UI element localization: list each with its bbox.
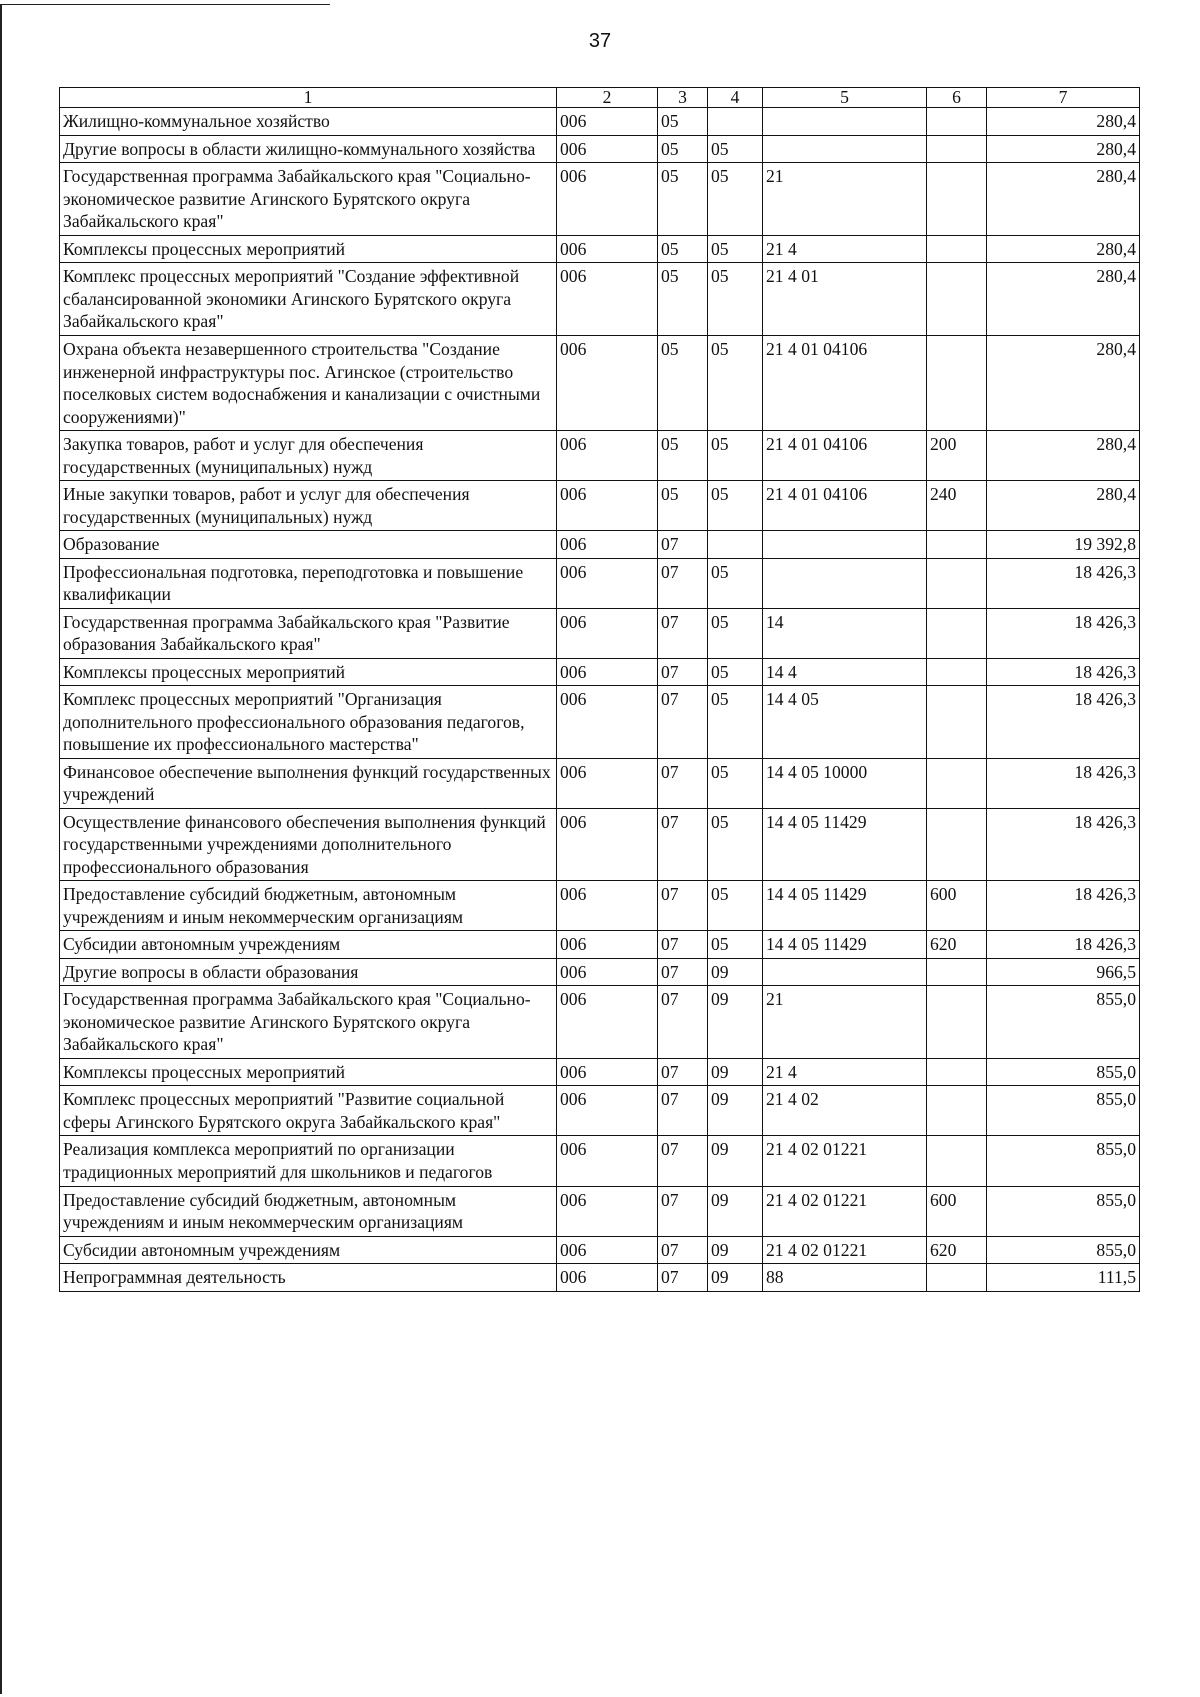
table-row	[60, 558, 1140, 608]
amount-cell: 280,4	[987, 108, 1140, 136]
target-article-cell	[763, 135, 927, 163]
ministry-code-cell: 006	[557, 1264, 658, 1292]
target-article-cell: 21 4 02	[763, 1086, 927, 1136]
ministry-code-cell: 006	[557, 481, 658, 531]
row-name-cell: Иные закупки товаров, работ и услуг для обеспечения государственных (муниципальных) нужд	[60, 481, 557, 531]
column-header: 6	[927, 88, 987, 108]
section-code-cell: 07	[658, 1058, 708, 1086]
expense-type-cell	[927, 658, 987, 686]
section-code-cell: 07	[658, 558, 708, 608]
subsection-code-cell: 05	[708, 235, 763, 263]
ministry-code-cell: 006	[557, 931, 658, 959]
section-code-cell: 07	[658, 808, 708, 881]
expense-type-cell	[927, 135, 987, 163]
target-article-cell: 14 4 05 11429	[763, 808, 927, 881]
row-name-cell: Охрана объекта незавершенного строительства "Создание инженерной инфраструктуры пос. Агинское (строительство поселковых систем водоснабжения и канализации с очистными сооружениями)"	[60, 335, 557, 430]
table-row	[60, 335, 1140, 430]
section-code-cell: 05	[658, 163, 708, 236]
expense-type-cell	[927, 686, 987, 759]
ministry-code-cell: 006	[557, 608, 658, 658]
subsection-code-cell: 05	[708, 931, 763, 959]
subsection-code-cell: 09	[708, 1236, 763, 1264]
section-code-cell: 05	[658, 135, 708, 163]
section-code-cell: 05	[658, 431, 708, 481]
row-name-cell: Финансовое обеспечение выполнения функций государственных учреждений	[60, 758, 557, 808]
amount-cell: 19 392,8	[987, 531, 1140, 559]
table-row	[60, 431, 1140, 481]
expense-type-cell	[927, 531, 987, 559]
amount-cell: 280,4	[987, 135, 1140, 163]
target-article-cell: 21 4 01 04106	[763, 335, 927, 430]
budget-table	[59, 87, 1140, 1292]
amount-cell: 855,0	[987, 986, 1140, 1059]
table-header-row	[60, 88, 1140, 108]
subsection-code-cell	[708, 531, 763, 559]
row-name-cell: Субсидии автономным учреждениям	[60, 1236, 557, 1264]
target-article-cell	[763, 531, 927, 559]
target-article-cell: 88	[763, 1264, 927, 1292]
target-article-cell: 14 4	[763, 658, 927, 686]
amount-cell: 855,0	[987, 1058, 1140, 1086]
subsection-code-cell: 05	[708, 135, 763, 163]
subsection-code-cell: 09	[708, 958, 763, 986]
ministry-code-cell: 006	[557, 658, 658, 686]
expense-type-cell: 600	[927, 1186, 987, 1236]
ministry-code-cell: 006	[557, 135, 658, 163]
table-row	[60, 958, 1140, 986]
subsection-code-cell: 05	[708, 263, 763, 336]
section-code-cell: 07	[658, 986, 708, 1059]
ministry-code-cell: 006	[557, 558, 658, 608]
expense-type-cell	[927, 986, 987, 1059]
target-article-cell: 21	[763, 163, 927, 236]
target-article-cell	[763, 108, 927, 136]
expense-type-cell	[927, 235, 987, 263]
ministry-code-cell: 006	[557, 108, 658, 136]
expense-type-cell: 620	[927, 931, 987, 959]
row-name-cell: Государственная программа Забайкальского края "Социально-экономическое развитие Агинского Бурятского округа Забайкальского края"	[60, 986, 557, 1059]
table-row	[60, 758, 1140, 808]
table-row	[60, 235, 1140, 263]
amount-cell: 18 426,3	[987, 558, 1140, 608]
section-code-cell: 07	[658, 958, 708, 986]
target-article-cell: 21 4 02 01221	[763, 1236, 927, 1264]
expense-type-cell	[927, 1058, 987, 1086]
expense-type-cell: 240	[927, 481, 987, 531]
expense-type-cell	[927, 608, 987, 658]
table-row	[60, 1236, 1140, 1264]
expense-type-cell	[927, 958, 987, 986]
expense-type-cell: 200	[927, 431, 987, 481]
section-code-cell: 07	[658, 531, 708, 559]
target-article-cell: 21 4 02 01221	[763, 1136, 927, 1186]
row-name-cell: Другие вопросы в области образования	[60, 958, 557, 986]
section-code-cell: 07	[658, 1136, 708, 1186]
expense-type-cell	[927, 808, 987, 881]
ministry-code-cell: 006	[557, 881, 658, 931]
table-row	[60, 658, 1140, 686]
table-row	[60, 881, 1140, 931]
amount-cell: 855,0	[987, 1186, 1140, 1236]
target-article-cell: 14	[763, 608, 927, 658]
subsection-code-cell: 05	[708, 658, 763, 686]
amount-cell: 280,4	[987, 263, 1140, 336]
row-name-cell: Предоставление субсидий бюджетным, автономным учреждениям и иным некоммерческим организациям	[60, 881, 557, 931]
scan-edge-top	[0, 4, 330, 5]
row-name-cell: Предоставление субсидий бюджетным, автономным учреждениям и иным некоммерческим организациям	[60, 1186, 557, 1236]
ministry-code-cell: 006	[557, 431, 658, 481]
ministry-code-cell: 006	[557, 758, 658, 808]
subsection-code-cell: 09	[708, 1136, 763, 1186]
section-code-cell: 07	[658, 1236, 708, 1264]
scan-edge-left	[0, 4, 2, 1694]
amount-cell: 280,4	[987, 481, 1140, 531]
target-article-cell: 14 4 05 10000	[763, 758, 927, 808]
expense-type-cell	[927, 335, 987, 430]
amount-cell: 111,5	[987, 1264, 1140, 1292]
section-code-cell: 07	[658, 931, 708, 959]
section-code-cell: 05	[658, 263, 708, 336]
expense-type-cell	[927, 558, 987, 608]
ministry-code-cell: 006	[557, 958, 658, 986]
subsection-code-cell: 05	[708, 335, 763, 430]
subsection-code-cell: 05	[708, 881, 763, 931]
column-header: 7	[987, 88, 1140, 108]
expense-type-cell	[927, 1086, 987, 1136]
row-name-cell: Комплекс процессных мероприятий "Развитие социальной сферы Агинского Бурятского округа Забайкальского края"	[60, 1086, 557, 1136]
expense-type-cell: 620	[927, 1236, 987, 1264]
target-article-cell	[763, 558, 927, 608]
column-header: 4	[708, 88, 763, 108]
table-row	[60, 135, 1140, 163]
ministry-code-cell: 006	[557, 163, 658, 236]
subsection-code-cell: 05	[708, 686, 763, 759]
column-header: 3	[658, 88, 708, 108]
subsection-code-cell: 05	[708, 163, 763, 236]
row-name-cell: Комплексы процессных мероприятий	[60, 658, 557, 686]
amount-cell: 966,5	[987, 958, 1140, 986]
amount-cell: 18 426,3	[987, 758, 1140, 808]
ministry-code-cell: 006	[557, 235, 658, 263]
section-code-cell: 05	[658, 481, 708, 531]
expense-type-cell: 600	[927, 881, 987, 931]
expense-type-cell	[927, 163, 987, 236]
table-row	[60, 608, 1140, 658]
section-code-cell: 07	[658, 686, 708, 759]
table-row	[60, 1136, 1140, 1186]
target-article-cell: 21 4 01	[763, 263, 927, 336]
row-name-cell: Субсидии автономным учреждениям	[60, 931, 557, 959]
expense-type-cell	[927, 1264, 987, 1292]
column-header: 2	[557, 88, 658, 108]
amount-cell: 855,0	[987, 1136, 1140, 1186]
amount-cell: 18 426,3	[987, 686, 1140, 759]
subsection-code-cell: 09	[708, 986, 763, 1059]
section-code-cell: 07	[658, 608, 708, 658]
section-code-cell: 07	[658, 658, 708, 686]
subsection-code-cell: 05	[708, 608, 763, 658]
column-header: 1	[60, 88, 557, 108]
amount-cell: 18 426,3	[987, 808, 1140, 881]
row-name-cell: Закупка товаров, работ и услуг для обеспечения государственных (муниципальных) нужд	[60, 431, 557, 481]
target-article-cell	[763, 958, 927, 986]
target-article-cell: 21 4	[763, 235, 927, 263]
ministry-code-cell: 006	[557, 1086, 658, 1136]
amount-cell: 18 426,3	[987, 608, 1140, 658]
amount-cell: 18 426,3	[987, 931, 1140, 959]
ministry-code-cell: 006	[557, 335, 658, 430]
expense-type-cell	[927, 263, 987, 336]
expense-type-cell	[927, 758, 987, 808]
target-article-cell: 21 4 01 04106	[763, 431, 927, 481]
table-row	[60, 263, 1140, 336]
ministry-code-cell: 006	[557, 1236, 658, 1264]
amount-cell: 280,4	[987, 431, 1140, 481]
subsection-code-cell	[708, 108, 763, 136]
target-article-cell: 21	[763, 986, 927, 1059]
table-row	[60, 163, 1140, 236]
subsection-code-cell: 09	[708, 1186, 763, 1236]
table-row	[60, 931, 1140, 959]
target-article-cell: 14 4 05	[763, 686, 927, 759]
row-name-cell: Государственная программа Забайкальского края "Развитие образования Забайкальского края"	[60, 608, 557, 658]
table-row	[60, 1186, 1140, 1236]
page-number: 37	[588, 30, 612, 52]
target-article-cell: 14 4 05 11429	[763, 931, 927, 959]
row-name-cell: Непрограммная деятельность	[60, 1264, 557, 1292]
table-row	[60, 1086, 1140, 1136]
row-name-cell: Осуществление финансового обеспечения выполнения функций государственными учреждениями дополнительного профессионального образования	[60, 808, 557, 881]
ministry-code-cell: 006	[557, 686, 658, 759]
table-row	[60, 531, 1140, 559]
ministry-code-cell: 006	[557, 986, 658, 1059]
table-row	[60, 481, 1140, 531]
section-code-cell: 05	[658, 235, 708, 263]
ministry-code-cell: 006	[557, 1186, 658, 1236]
section-code-cell: 07	[658, 1186, 708, 1236]
ministry-code-cell: 006	[557, 1058, 658, 1086]
row-name-cell: Комплекс процессных мероприятий "Создание эффективной сбалансированной экономики Агинского Бурятского округа Забайкальского края"	[60, 263, 557, 336]
subsection-code-cell: 09	[708, 1058, 763, 1086]
amount-cell: 280,4	[987, 163, 1140, 236]
ministry-code-cell: 006	[557, 1136, 658, 1186]
row-name-cell: Профессиональная подготовка, переподготовка и повышение квалификации	[60, 558, 557, 608]
ministry-code-cell: 006	[557, 263, 658, 336]
target-article-cell: 21 4 02 01221	[763, 1186, 927, 1236]
column-header: 5	[763, 88, 927, 108]
table-row	[60, 108, 1140, 136]
section-code-cell: 07	[658, 758, 708, 808]
target-article-cell: 14 4 05 11429	[763, 881, 927, 931]
ministry-code-cell: 006	[557, 531, 658, 559]
subsection-code-cell: 05	[708, 558, 763, 608]
amount-cell: 18 426,3	[987, 658, 1140, 686]
row-name-cell: Реализация комплекса мероприятий по организации традиционных мероприятий для школьников и педагогов	[60, 1136, 557, 1186]
row-name-cell: Комплексы процессных мероприятий	[60, 235, 557, 263]
section-code-cell: 07	[658, 881, 708, 931]
expense-type-cell	[927, 108, 987, 136]
table-row	[60, 986, 1140, 1059]
expense-type-cell	[927, 1136, 987, 1186]
amount-cell: 18 426,3	[987, 881, 1140, 931]
target-article-cell: 21 4	[763, 1058, 927, 1086]
row-name-cell: Государственная программа Забайкальского края "Социально-экономическое развитие Агинского Бурятского округа Забайкальского края"	[60, 163, 557, 236]
amount-cell: 855,0	[987, 1086, 1140, 1136]
subsection-code-cell: 05	[708, 808, 763, 881]
section-code-cell: 05	[658, 108, 708, 136]
row-name-cell: Комплексы процессных мероприятий	[60, 1058, 557, 1086]
subsection-code-cell: 05	[708, 481, 763, 531]
row-name-cell: Образование	[60, 531, 557, 559]
amount-cell: 855,0	[987, 1236, 1140, 1264]
subsection-code-cell: 05	[708, 758, 763, 808]
ministry-code-cell: 006	[557, 808, 658, 881]
table-row	[60, 686, 1140, 759]
row-name-cell: Комплекс процессных мероприятий "Организация дополнительного профессионального образования педагогов, повышение их профессионального мастерства"	[60, 686, 557, 759]
section-code-cell: 05	[658, 335, 708, 430]
amount-cell: 280,4	[987, 335, 1140, 430]
table-row	[60, 1264, 1140, 1292]
subsection-code-cell: 05	[708, 431, 763, 481]
subsection-code-cell: 09	[708, 1086, 763, 1136]
table-row	[60, 808, 1140, 881]
row-name-cell: Другие вопросы в области жилищно-коммунального хозяйства	[60, 135, 557, 163]
target-article-cell: 21 4 01 04106	[763, 481, 927, 531]
subsection-code-cell: 09	[708, 1264, 763, 1292]
section-code-cell: 07	[658, 1264, 708, 1292]
table-row	[60, 1058, 1140, 1086]
amount-cell: 280,4	[987, 235, 1140, 263]
section-code-cell: 07	[658, 1086, 708, 1136]
row-name-cell: Жилищно-коммунальное хозяйство	[60, 108, 557, 136]
